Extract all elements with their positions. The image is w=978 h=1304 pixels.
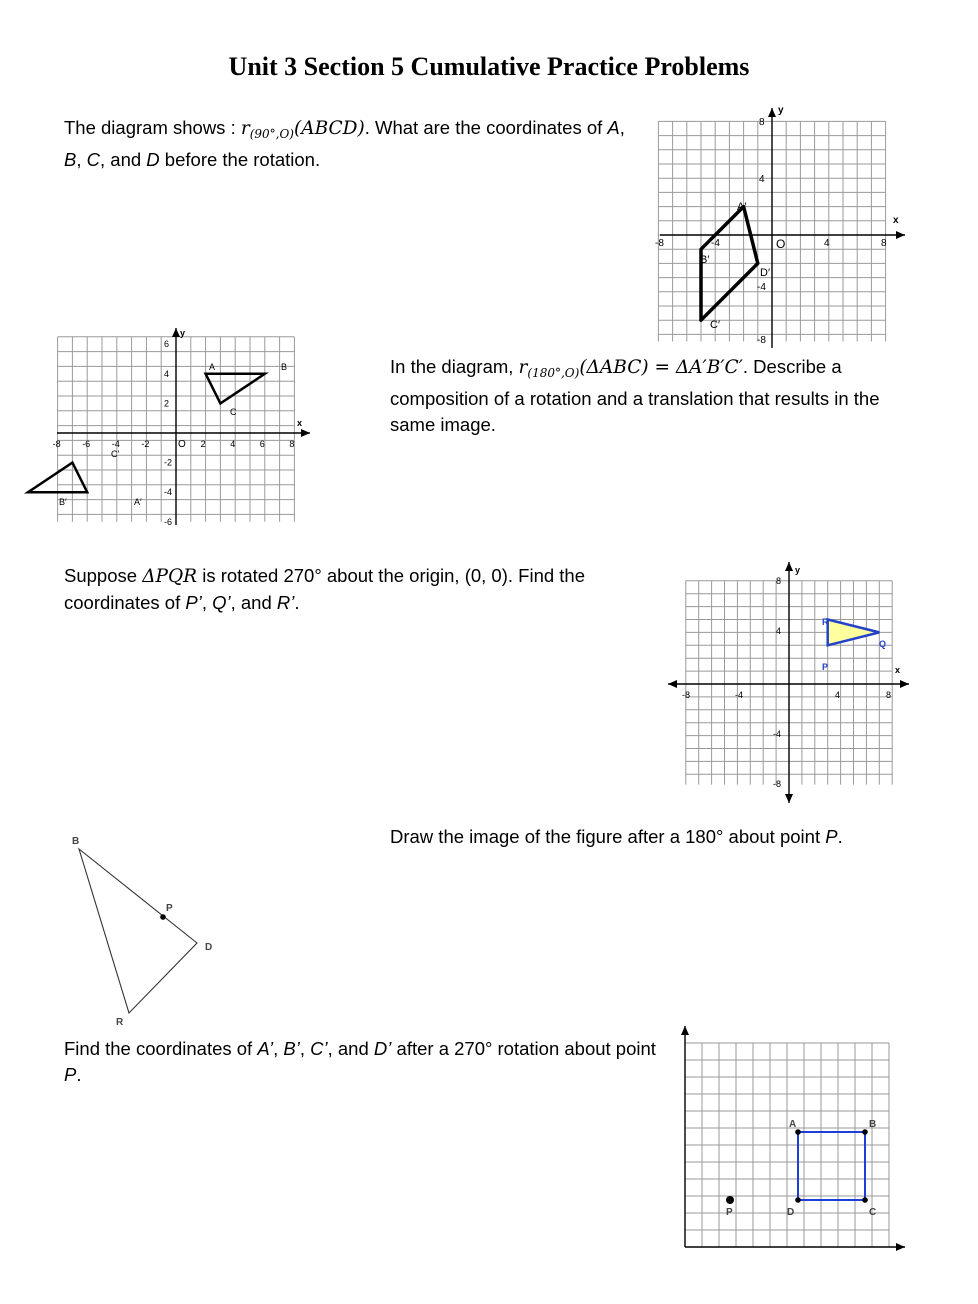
problem-1-text: The diagram shows : $r_{(90^\circ,O)}(ABCD)$. What are the coordinates of A, B, C, and D before the rotation.	[64, 117, 625, 170]
graph-2-label-c-prime: C′	[111, 449, 120, 459]
graph-3-tick-y-neg8: -8	[773, 779, 782, 789]
graph-2-tick-x: -2	[141, 439, 150, 449]
graph-1-tick-y-8: 8	[759, 117, 765, 128]
graph-3-label-q: Q	[879, 639, 887, 649]
graph-3-axis-x-label: x	[895, 665, 901, 675]
graph-5-point-b	[862, 1129, 868, 1135]
graph-2-label-a-prime: A′	[134, 497, 142, 507]
graph-2-tick-x: 4	[230, 439, 236, 449]
figure-4-label-p: P	[166, 903, 173, 914]
graph-2-axis-x-label: x	[297, 418, 303, 428]
graph-3-label-r: R	[822, 617, 829, 627]
graph-5-label-c: C	[869, 1207, 877, 1218]
graph-1-label-b: B′	[700, 254, 710, 266]
graph-2-tick-x: 2	[200, 439, 206, 449]
graph-1-label-d: D′	[760, 267, 771, 279]
problem-2-text: In the diagram, $r_{(180^\circ,O)}(\Delta ABC) = \Delta A'B'C'$. Describe a composition of a rotation and a translation that results in the same image.	[390, 356, 880, 435]
graph-2-tick-y: -6	[164, 516, 173, 527]
graph-3-tick-y-neg4: -4	[773, 729, 782, 739]
graph-1-tick-y-neg8: -8	[757, 335, 766, 346]
figure-4-label-d: D	[205, 942, 213, 953]
graph-2-tick-y: -2	[164, 457, 173, 468]
graph-2-tick-y: 4	[164, 368, 170, 379]
graph-1-tick-y-neg4: -4	[757, 282, 766, 293]
graph-1-tick-x-8: 8	[881, 238, 887, 249]
graph-1-axis-y-label: y	[778, 105, 784, 116]
graph-1-origin-label: O	[776, 237, 786, 251]
graph-2-origin-label: O	[178, 439, 186, 450]
graph-5-point-d	[795, 1197, 801, 1203]
figure-4-label-b: B	[72, 836, 80, 847]
problem-5-text: Find the coordinates of A’, B’, C’, and D’ after a 270° rotation about point P.	[64, 1038, 656, 1085]
graph-2-label-b-prime: B′	[59, 497, 67, 507]
graph-5-label-p: P	[726, 1207, 733, 1218]
graph-3-tick-x-neg8: -8	[682, 690, 691, 700]
graph-2-axis-y-label: y	[180, 328, 186, 338]
graph-3-axis-y-label: y	[795, 565, 801, 575]
graph-2-tick-y: 2	[164, 398, 170, 409]
graph-3-tick-x-4: 4	[835, 690, 841, 700]
graph-2-tick-x: -6	[82, 439, 91, 449]
graph-3-tick-y-8: 8	[776, 576, 782, 586]
graph-1-label-c: C′	[710, 319, 721, 331]
graph-2-tick-y: -4	[164, 487, 173, 498]
graph-2-label-b: B	[281, 362, 288, 372]
problem-4-text: Draw the image of the figure after a 180° about point P.	[390, 826, 843, 847]
graph-1-tick-x-neg8: -8	[655, 238, 664, 249]
graph-5-label-b: B	[869, 1119, 877, 1130]
graph-1-label-a: A′	[737, 201, 747, 213]
graph-3-tick-x-neg4: -4	[735, 690, 744, 700]
graph-5-label-a: A	[789, 1119, 797, 1130]
graph-1-tick-x-neg4: -4	[711, 238, 720, 249]
graph-2-tick-x: 6	[259, 439, 265, 449]
graph-1-tick-x-4: 4	[824, 238, 830, 249]
graph-2-tick-x: 8	[289, 439, 295, 449]
graph-2-tick-y: 6	[164, 339, 170, 350]
x-axis-arrow	[896, 1243, 905, 1251]
graph-1-axis-x-label: x	[893, 215, 899, 226]
graph-3-tick-x-8: 8	[886, 690, 892, 700]
figure-4-label-r: R	[116, 1017, 124, 1028]
page-title: Unit 3 Section 5 Cumulative Practice Problems	[228, 52, 750, 81]
y-axis-arrow	[681, 1026, 689, 1035]
graph-2-tick-x: -4	[111, 439, 120, 449]
problem-3-text: Suppose ΔPQR is rotated 270° about the origin, (0, 0). Find the coordinates of P’, Q’, and R’.	[64, 565, 585, 613]
graph-3-label-p: P	[822, 662, 829, 672]
graph-5-label-d: D	[787, 1207, 795, 1218]
graph-5-point-a	[795, 1129, 801, 1135]
graph-2-label-c: C	[230, 407, 237, 417]
graph-5-point-p	[726, 1196, 734, 1204]
graph-1-tick-y-4: 4	[759, 174, 765, 185]
graph-3-tick-y-4: 4	[776, 626, 782, 636]
graph-5-point-c	[862, 1197, 868, 1203]
graph-2-label-a: A	[209, 362, 216, 372]
graph-2-tick-x: -8	[52, 439, 61, 449]
